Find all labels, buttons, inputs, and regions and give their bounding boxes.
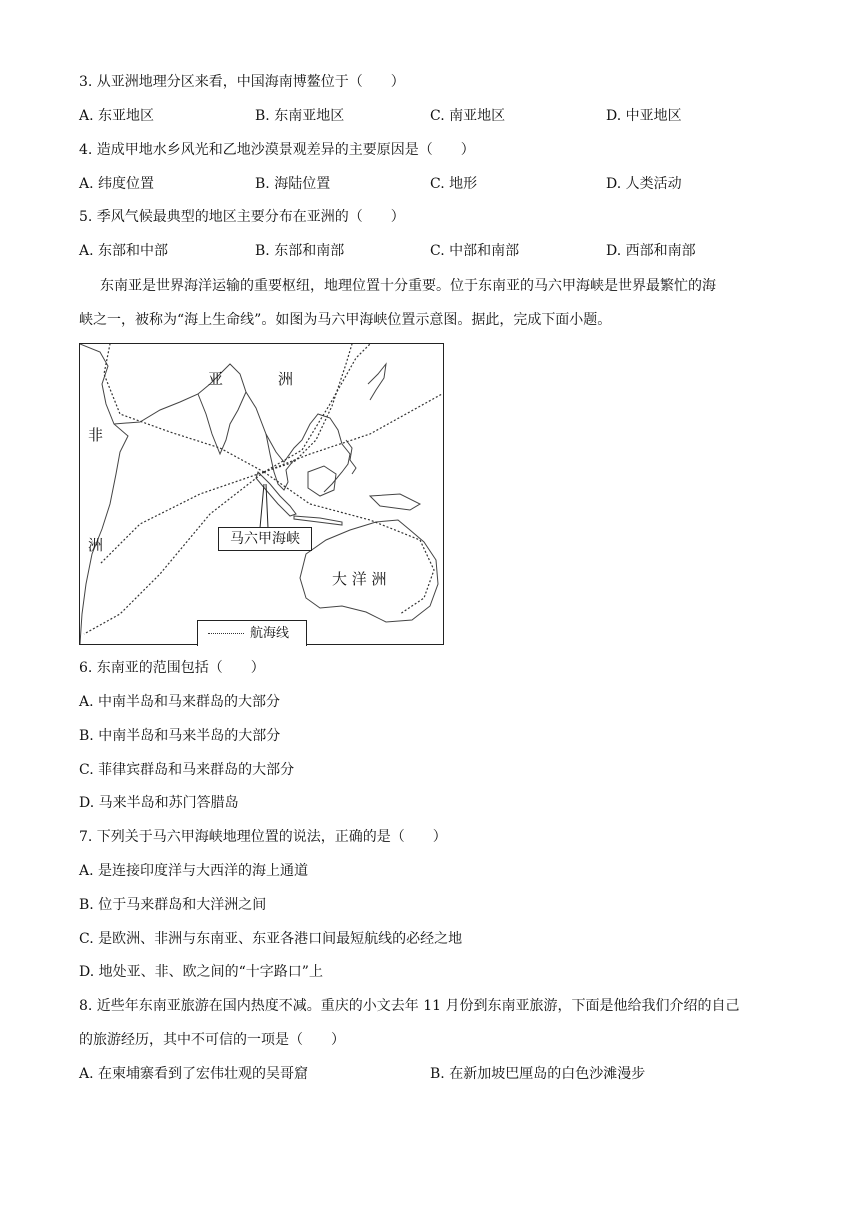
label-asia-1: 亚	[208, 370, 224, 388]
q4-option-d[interactable]: D. 人类活动	[606, 176, 682, 192]
q6-option-a[interactable]: A. 中南半岛和马来群岛的大部分	[79, 694, 281, 710]
strait-label-box: 马六甲海峡	[218, 527, 312, 551]
label-oceania: 大 洋 洲	[332, 570, 387, 588]
label-asia-2: 洲	[278, 370, 294, 388]
shipping-routes	[84, 344, 442, 634]
q3-option-c[interactable]: C. 南亚地区	[430, 108, 506, 124]
q8-option-b[interactable]: B. 在新加坡巴厘岛的白色沙滩漫步	[430, 1066, 646, 1082]
q5-option-a[interactable]: A. 东部和中部	[79, 243, 169, 259]
route-cape	[84, 472, 264, 634]
question-8-stem-line-2: 的旅游经历，其中不可信的一项是（ ）	[79, 1032, 345, 1048]
new-guinea-island	[370, 494, 420, 510]
question-8-stem-line-1: 8. 近些年东南亚旅游在国内热度不减。重庆的小文去年 11 月份到东南亚旅游，下面是他给我们介绍的自己	[79, 998, 740, 1014]
route-pacific	[264, 394, 442, 472]
philippines-islands	[346, 440, 356, 474]
q4-option-a[interactable]: A. 纬度位置	[79, 176, 155, 192]
java-island	[294, 516, 342, 525]
q5-option-d[interactable]: D. 西部和南部	[606, 243, 696, 259]
route-japan	[264, 344, 370, 472]
q6-option-c[interactable]: C. 菲律宾群岛和马来群岛的大部分	[79, 762, 295, 778]
legend-route-line	[208, 633, 244, 634]
q3-option-a[interactable]: A. 东亚地区	[79, 108, 155, 124]
q4-option-b[interactable]: B. 海陆位置	[255, 176, 331, 192]
route-europe	[104, 344, 264, 472]
strait-pointer	[260, 484, 268, 528]
japan-islands	[368, 364, 386, 400]
legend-label: 航海线	[250, 626, 290, 641]
q7-option-d[interactable]: D. 地处亚、非、欧之间的“十字路口”上	[79, 964, 323, 980]
q4-option-c[interactable]: C. 地形	[430, 176, 478, 192]
africa-coastline	[80, 344, 128, 644]
map-drawing	[80, 344, 443, 644]
label-africa-1: 非	[88, 426, 104, 444]
q7-option-a[interactable]: A. 是连接印度洋与大西洋的海上通道	[79, 863, 309, 879]
passage-line-2: 峡之一，被称为“海上生命线”。如图为马六甲海峡位置示意图。据此，完成下面小题。	[79, 312, 612, 328]
q3-option-b[interactable]: B. 东南亚地区	[255, 108, 345, 124]
india-coastline	[198, 392, 246, 454]
question-3-stem: 3. 从亚洲地理分区来看，中国海南博鳌位于（ ）	[79, 74, 405, 90]
question-6-stem: 6. 东南亚的范围包括（ ）	[79, 660, 265, 676]
question-7-stem: 7. 下列关于马六甲海峡地理位置的说法，正确的是（ ）	[79, 829, 447, 845]
passage-line-1: 东南亚是世界海洋运输的重要枢纽，地理位置十分重要。位于东南亚的马六甲海峡是世界最繁忙的海	[100, 278, 716, 294]
q3-option-d[interactable]: D. 中亚地区	[606, 108, 682, 124]
label-africa-2: 洲	[88, 536, 104, 554]
question-5-stem: 5. 季风气候最典型的地区主要分布在亚洲的（ ）	[79, 209, 405, 225]
q6-option-d[interactable]: D. 马来半岛和苏门答腊岛	[79, 795, 239, 811]
q7-option-c[interactable]: C. 是欧洲、非洲与东南亚、东亚各港口间最短航线的必经之地	[79, 931, 463, 947]
q7-option-b[interactable]: B. 位于马来群岛和大洋洲之间	[79, 897, 267, 913]
map-legend	[197, 620, 307, 646]
q8-option-a[interactable]: A. 在柬埔寨看到了宏伟壮观的吴哥窟	[79, 1066, 309, 1082]
q6-option-b[interactable]: B. 中南半岛和马来半岛的大部分	[79, 728, 281, 744]
q5-option-c[interactable]: C. 中部和南部	[430, 243, 520, 259]
malacca-strait-map	[79, 343, 444, 645]
q5-option-b[interactable]: B. 东部和南部	[255, 243, 345, 259]
borneo-island	[308, 466, 336, 496]
asia-coastline	[114, 364, 350, 492]
question-4-stem: 4. 造成甲地水乡风光和乙地沙漠景观差异的主要原因是（ ）	[79, 142, 475, 158]
